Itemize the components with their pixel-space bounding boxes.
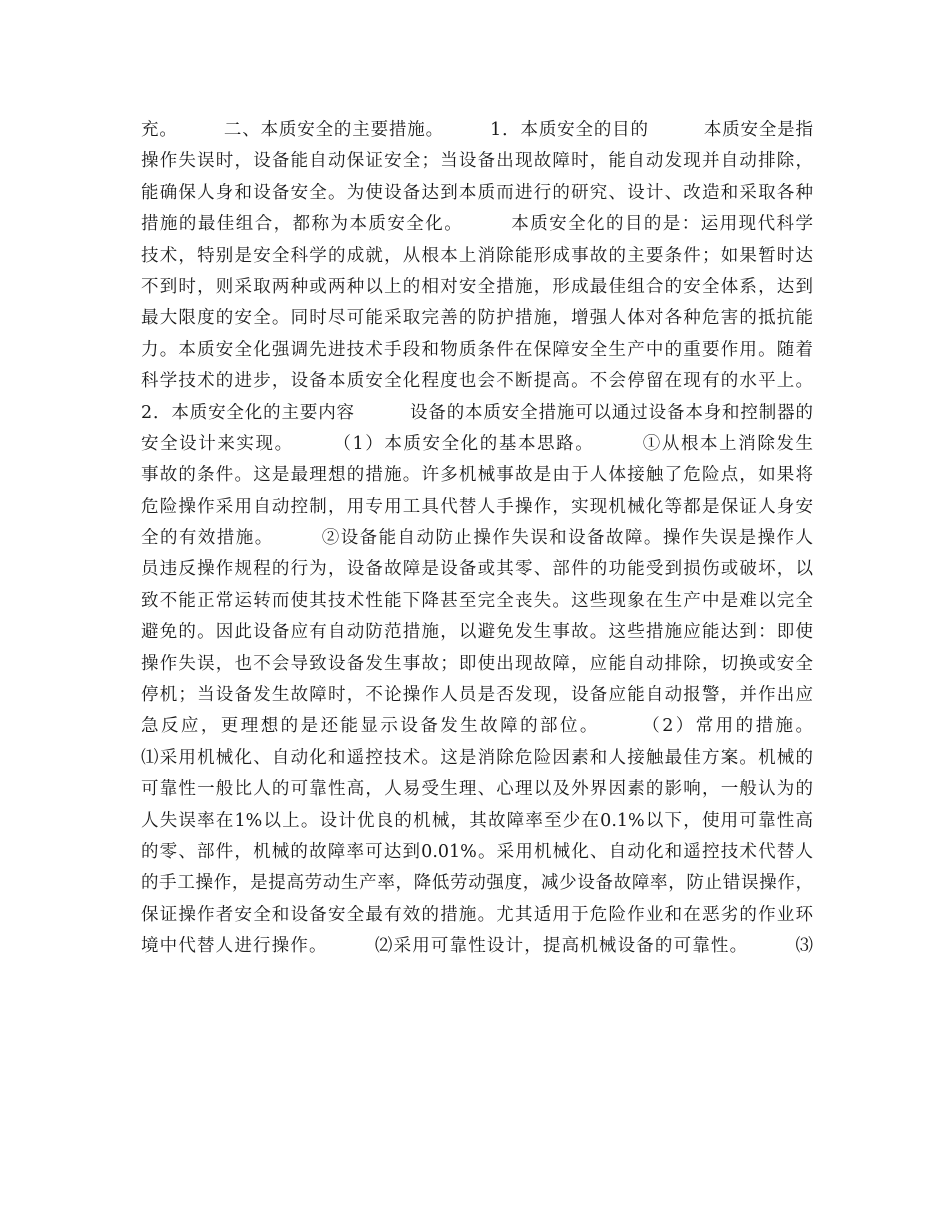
text-line: 2．本质安全化的主要内容 设备的本质安全措施可以通过设备本身和控制器的 bbox=[141, 402, 813, 423]
text-line: 保证操作者安全和设备安全最有效的措施。尤其适用于危险作业和在恶劣的作业环 bbox=[141, 904, 813, 925]
text-line: 事故的条件。这是最理想的措施。许多机械事故是由于人体接触了危险点，如果将 bbox=[141, 465, 813, 486]
text-line: 的手工操作，是提高劳动生产率，降低劳动强度，减少设备故障率，防止错误操作， bbox=[141, 873, 813, 894]
text-line: 充。 二、本质安全的主要措施。 1．本质安全的目的 本质安全是指 bbox=[141, 120, 813, 140]
text-line: 全的有效措施。 ②设备能自动防止操作失误和设备故障。操作失误是操作人 bbox=[141, 528, 813, 549]
text-line: 停机；当设备发生故障时，不论操作人员是否发现，设备应能自动报警，并作出应 bbox=[141, 685, 813, 706]
text-line: 能确保人身和设备安全。为使设备达到本质而进行的研究、设计、改造和采取各种 bbox=[141, 182, 813, 203]
text-line: 急反应，更理想的是还能显示设备发生故障的部位。 （2）常用的措施。 bbox=[141, 716, 813, 737]
text-line: 操作失误时，设备能自动保证安全；当设备出现故障时，能自动发现并自动排除， bbox=[141, 151, 813, 172]
text-line: 员违反操作规程的行为，设备故障是设备或其零、部件的功能受到损伤或破坏，以 bbox=[141, 559, 813, 580]
text-line: 最大限度的安全。同时尽可能采取完善的防护措施，增强人体对各种危害的抵抗能 bbox=[141, 308, 813, 329]
text-line: 力。本质安全化强调先进技术手段和物质条件在保障安全生产中的重要作用。随着 bbox=[141, 339, 813, 360]
text-line: 措施的最佳组合，都称为本质安全化。 本质安全化的目的是：运用现代科学 bbox=[141, 214, 813, 235]
text-line: 安全设计来实现。 （1）本质安全化的基本思路。 ①从根本上消除发生 bbox=[141, 433, 813, 454]
text-line: 危险操作采用自动控制，用专用工具代替人手操作，实现机械化等都是保证人身安 bbox=[141, 496, 813, 517]
text-line: 境中代替人进行操作。 ⑵采用可靠性设计，提高机械设备的可靠性。 ⑶ bbox=[141, 936, 813, 957]
text-line: 操作失误，也不会导致设备发生事故；即使出现故障，应能自动排除，切换或安全 bbox=[141, 653, 813, 674]
text-line: ⑴采用机械化、自动化和遥控技术。这是消除危险因素和人接触最佳方案。机械的 bbox=[141, 747, 813, 768]
text-line: 可靠性一般比人的可靠性高，人易受生理、心理以及外界因素的影响，一般认为的 bbox=[141, 779, 813, 800]
text-line: 技术，特别是安全科学的成就，从根本上消除能形成事故的主要条件；如果暂时达 bbox=[141, 245, 813, 266]
text-line: 人失误率在1%以上。设计优良的机械，其故障率至少在0.1%以下，使用可靠性高 bbox=[141, 810, 813, 831]
text-line: 的零、部件，机械的故障率可达到0.01%。采用机械化、自动化和遥控技术代替人 bbox=[141, 841, 813, 862]
text-line: 不到时，则采取两种或两种以上的相对安全措施，形成最佳组合的安全体系，达到 bbox=[141, 276, 813, 297]
text-line: 避免的。因此设备应有自动防范措施，以避免发生事故。这些措施应能达到：即使 bbox=[141, 622, 813, 643]
text-line: 科学技术的进步，设备本质安全化程度也会不断提高。不会停留在现有的水平上。 bbox=[141, 371, 813, 392]
body-text bbox=[141, 115, 813, 963]
text-line: 致不能正常运转而使其技术性能下降甚至完全丧失。这些现象在生产中是难以完全 bbox=[141, 590, 813, 611]
